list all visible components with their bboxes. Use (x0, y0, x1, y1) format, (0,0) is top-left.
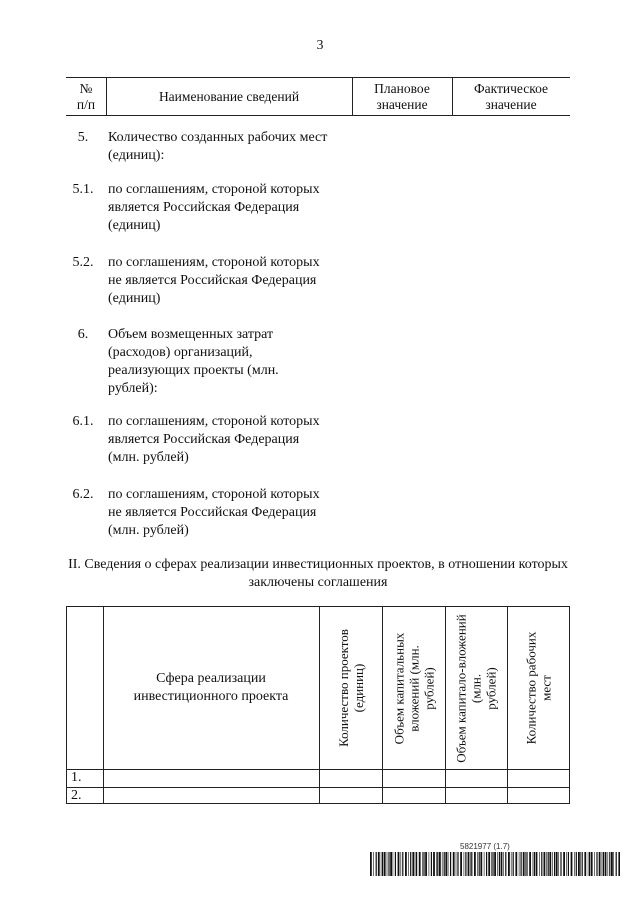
barcode-icon (370, 852, 620, 876)
header-sphere: Сфера реализации инвестиционного проекта (133, 671, 289, 704)
row-num: 5. (77, 130, 89, 145)
header-jobs: Количество рабочих мест (523, 631, 554, 745)
header-fact: Фактическое значение (473, 80, 549, 112)
row-text: по соглашениям, стороной которых не является Российская Федерация (млн. рублей) (108, 487, 320, 538)
header-plan: Плановое значение (374, 80, 430, 112)
row-num: 6. (77, 327, 89, 342)
row-num: 5.2. (72, 255, 94, 270)
row-text: Количество созданных рабочих мест (единиц): (108, 130, 328, 163)
row-text: Объем возмещенных затрат (расходов) организаций, реализующих проекты (млн. рублей): (108, 327, 279, 396)
page-number: 3 (316, 38, 324, 53)
row-text: по соглашениям, стороной которых является Российская Федерация (млн. рублей) (108, 414, 320, 465)
row-num: 6.2. (72, 487, 94, 502)
table2-row-num: 2. (71, 788, 82, 803)
row-text: по соглашениям, стороной которых является Российская Федерация (единиц) (108, 182, 320, 233)
table2 (66, 606, 570, 804)
header-name: Наименование сведений (158, 88, 300, 104)
header-projects: Количество проектов (единиц) (335, 629, 366, 747)
row-num: 6.1. (72, 414, 94, 429)
header-capital-alt: Объем капитало-вложений (млн. рублей) (453, 613, 499, 763)
header-capital: Объем капитальных вложений (млн. рублей) (391, 632, 436, 744)
table2-row-num: 1. (71, 770, 82, 785)
section2-title: II. Сведения о сферах реализации инвестиционных проектов, в отношении которых заключены соглашения (68, 557, 568, 590)
header-num: № п/п (76, 80, 96, 112)
row-num: 5.1. (72, 182, 94, 197)
table1-header (66, 77, 570, 116)
row-text: по соглашениям, стороной которых не является Российская Федерация (единиц) (108, 255, 320, 306)
document-code: 5821977 (1.7) (460, 842, 510, 851)
